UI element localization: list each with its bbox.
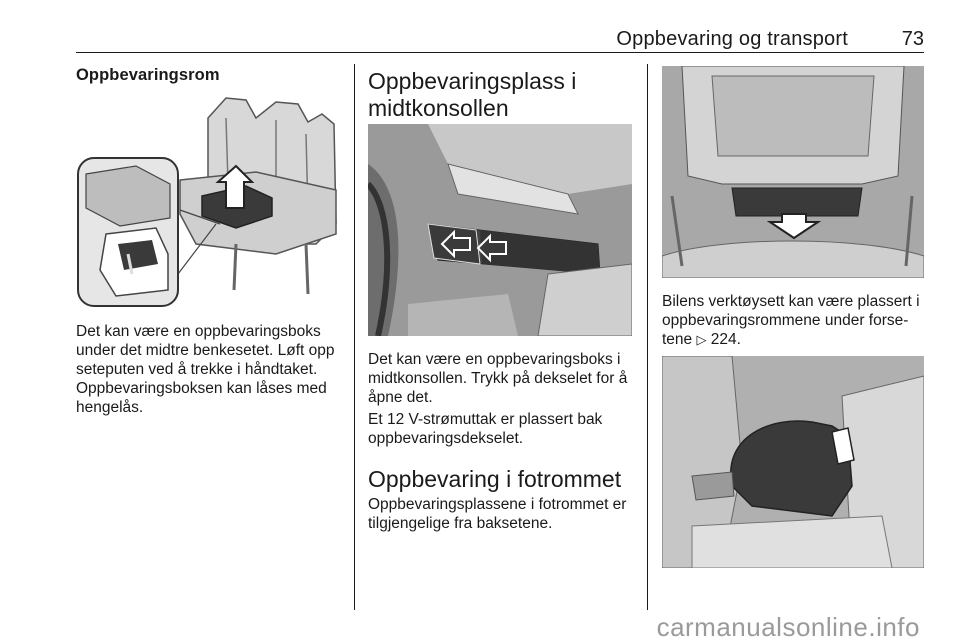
column-divider-left xyxy=(354,64,355,610)
header-rule xyxy=(76,52,924,53)
illustration-center-console xyxy=(368,124,632,336)
section-heading-storage: Oppbevaringsrom xyxy=(76,66,220,84)
heading-line-1: Oppbevaringsplass i xyxy=(368,68,577,94)
triangle-right-icon[interactable]: ▷ xyxy=(696,332,707,347)
page-reference[interactable]: 224. xyxy=(710,331,741,348)
page-number: 73 xyxy=(901,28,924,50)
column-divider-right xyxy=(647,64,648,610)
illustration-bench-seat-storage xyxy=(76,94,342,308)
illustration-footwell-storage xyxy=(662,356,924,568)
paragraph-center-console: Det kan være en oppbevaringsboks i midtkonsollen. Trykk på dekselet for å åpne det. xyxy=(368,351,628,406)
paragraph-storage-box: Det kan være en oppbevaringsboks under det midtre benkesetet. Løft opp seteputen ved å trekke i håndtaket. Oppbevaringsboksen kan låses med hengelås. xyxy=(76,323,335,416)
paragraph-power-outlet: Et 12 V-strømuttak er plassert bak oppbevaringsdekselet. xyxy=(368,411,603,447)
section-heading-footwell: Oppbevaring i fotrommet xyxy=(368,466,622,492)
paragraph-tool-kit xyxy=(662,292,926,349)
heading-line-2: midtkonsollen xyxy=(368,95,509,121)
paragraph-footwell: Oppbevaringsplassene i fotrommet er tilgjengelige fra baksetene. xyxy=(368,496,627,532)
header-title: Oppbevaring og transport xyxy=(616,28,848,50)
tool-kit-text: Bilens verktøysett kan være plassert i oppbevaringsrommene under forse-tene xyxy=(662,293,920,348)
watermark: carmanualsonline.info xyxy=(656,612,920,642)
illustration-underseat-storage xyxy=(662,66,924,278)
section-heading-center-console xyxy=(368,68,576,122)
